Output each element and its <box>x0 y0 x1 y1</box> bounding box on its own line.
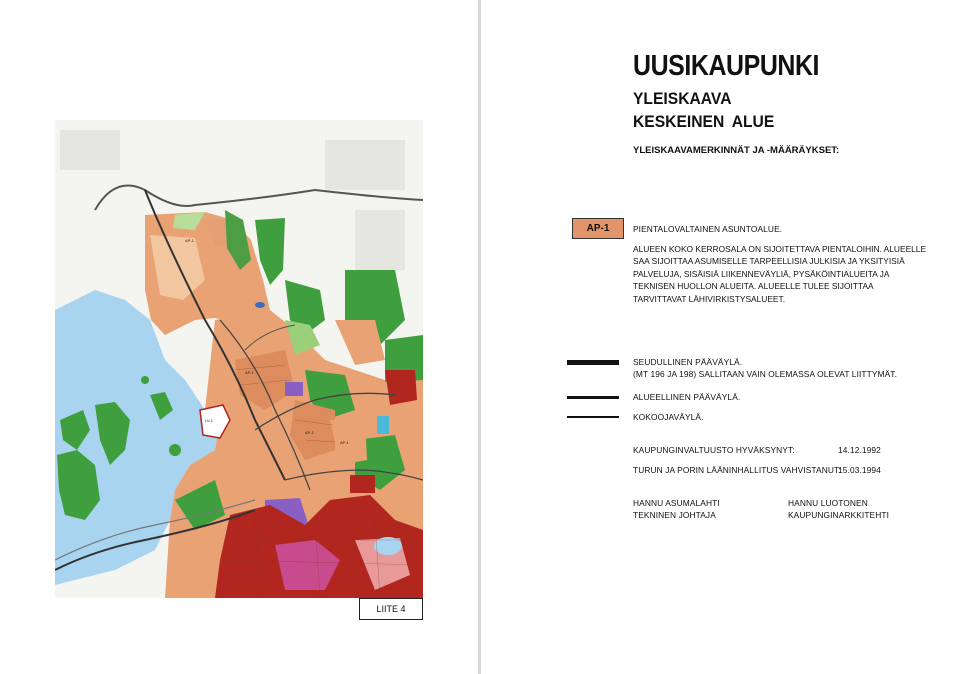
map-label-lv1: LV-1 <box>205 418 213 423</box>
left-page <box>0 0 478 674</box>
map-image <box>55 120 423 598</box>
area-road-label: ALUEELLINEN PÄÄVÄYLÄ. <box>633 392 741 402</box>
right-page <box>481 0 960 674</box>
map-label: AP-1 <box>340 440 349 445</box>
ap1-description <box>633 243 933 305</box>
ap1-legend-swatch: AP-1 <box>572 218 624 239</box>
ap1-description-line: TEKNISEN HUOLLON ALUEITA. ALUEELLE TULEE SIJOITTAA <box>633 281 874 292</box>
regional-road-line-icon <box>567 360 619 365</box>
signatory-name: HANNU ASUMALAHTI <box>633 498 720 508</box>
signatory-name: HANNU LUOTONEN <box>788 498 868 508</box>
document-subtitle-area: KESKEINEN ALUE <box>633 112 775 131</box>
map-label: AP-1 <box>245 370 254 375</box>
ap1-description-line: SAA SIJOITTAA ASUMISELLE TARPEELLISIA JULKISIA JA YKSITYISIÄ <box>633 256 905 267</box>
legend-heading: YLEISKAAVAMERKINNÄT JA -MÄÄRÄYKSET: <box>633 145 840 156</box>
province-approval-date: 15.03.1994 <box>838 465 881 475</box>
regional-road-label: SEUDULLINEN PÄÄVÄYLÄ. <box>633 357 743 367</box>
collector-road-line-icon <box>567 416 619 418</box>
council-approval-date: 14.12.1992 <box>838 445 881 455</box>
ap1-title: PIENTALOVALTAINEN ASUNTOALUE. <box>633 224 783 234</box>
document-title: UUSIKAUPUNKI <box>633 50 820 82</box>
document-subtitle: YLEISKAAVA <box>633 89 732 108</box>
signatory-role: KAUPUNGINARKKITEHTI <box>788 510 890 520</box>
map-label: AP-1 <box>185 238 194 243</box>
council-approval-label: KAUPUNGINVALTUUSTO HYVÄKSYNYT: <box>633 445 795 455</box>
province-approval-label: TURUN JA PORIN LÄÄNINHALLITUS VAHVISTANUT: <box>633 465 841 475</box>
map-label: AP-1 <box>305 430 314 435</box>
appendix-label: LIITE 4 <box>359 598 423 620</box>
master-plan-map <box>55 120 423 598</box>
regional-road-note: (MT 196 JA 198) SALLITAAN VAIN OLEMASSA OLEVAT LIITTYMÄT. <box>633 369 898 379</box>
ap1-description-line: PALVELUJA, SISÄISIÄ LIIKENNEVÄYLIÄ, PYSÄKÖINTIALUEITA JA <box>633 268 890 279</box>
signatory-role: TEKNINEN JOHTAJA <box>633 510 716 520</box>
area-road-line-icon <box>567 396 619 399</box>
ap1-description-line: TARVITTAVAT LÄHIVIRKISTYSALUEET. <box>633 293 786 304</box>
ap1-description-line: ALUEEN KOKO KERROSALA ON SIJOITETTAVA PIENTALOIHIN. ALUEELLE <box>633 244 927 254</box>
collector-road-label: KOKOOJAVÄYLÄ. <box>633 412 704 422</box>
